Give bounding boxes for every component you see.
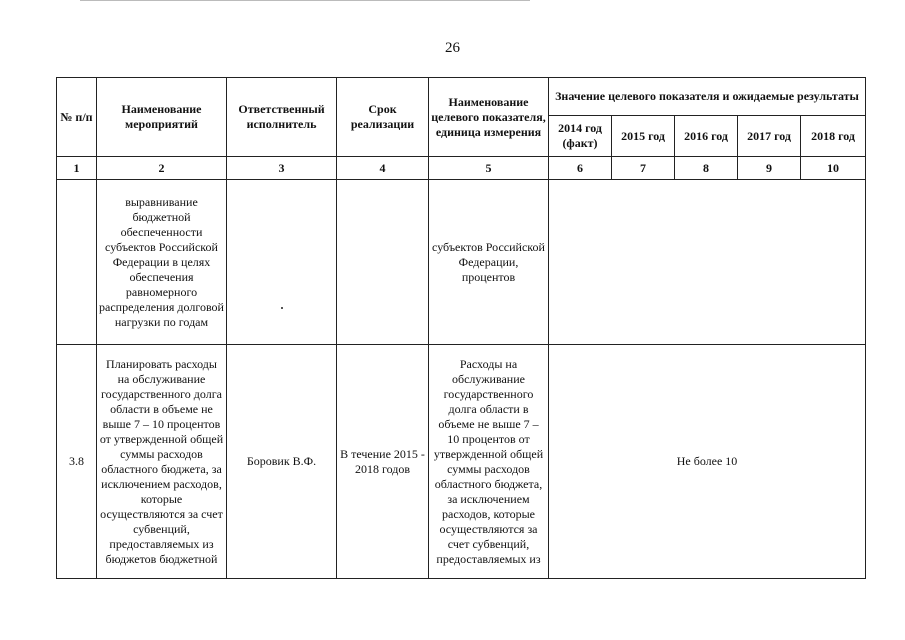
row-value [549, 180, 866, 345]
page-number: 26 [445, 40, 460, 56]
header-year-2014: 2014 год (факт) [549, 116, 612, 157]
top-edge-line [80, 0, 530, 1]
table-row [57, 345, 866, 579]
plan-table [56, 77, 866, 579]
header-year-2017: 2017 год [738, 116, 801, 157]
header-indicator: Наименование целевого показателя, единица измерения [429, 78, 549, 157]
column-number: 6 [549, 157, 612, 180]
column-number: 2 [97, 157, 227, 180]
row-activity: Планировать расходы на обслуживание государственного долга области в объеме не выше 7 – 10 процентов от утвержденной общей суммы расходов областного бюджета, за исключением расходов, которые осуществляются за счет субвенций, предоставляемых из бюджетов бюджетной [97, 345, 227, 579]
row-activity: выравнивание бюджетной обеспеченности субъектов Российской Федерации в целях обеспечения равномерного распределения долговой нагрузки по годам [97, 180, 227, 345]
column-number: 8 [675, 157, 738, 180]
row-executor: Боровик В.Ф. [227, 345, 337, 579]
row-indicator: Расходы на обслуживание государственного долга области в объеме не выше 7 – 10 процентов от утвержденной общей суммы расходов областного бюджета, за исключением расходов, которые осуществляются за счет субвенций, предоставляемых из [429, 345, 549, 579]
column-number: 3 [227, 157, 337, 180]
row-num: 3.8 [57, 345, 97, 579]
header-num: № п/п [57, 78, 97, 157]
row-term [337, 180, 429, 345]
row-executor [227, 180, 337, 345]
header-activity: Наименование мероприятий [97, 78, 227, 157]
header-year-2015: 2015 год [612, 116, 675, 157]
column-number: 10 [801, 157, 866, 180]
table-row [57, 180, 866, 345]
header-row-1 [57, 78, 866, 116]
row-indicator: субъектов Российской Федерации, процентов [429, 180, 549, 345]
column-number-row [57, 157, 866, 180]
header-executor: Ответственный исполнитель [227, 78, 337, 157]
column-number: 7 [612, 157, 675, 180]
row-value: Не более 10 [549, 345, 866, 579]
row-num [57, 180, 97, 345]
column-number: 9 [738, 157, 801, 180]
row-term: В течение 2015 - 2018 годов [337, 345, 429, 579]
column-number: 4 [337, 157, 429, 180]
header-term: Срок реализации [337, 78, 429, 157]
column-number: 5 [429, 157, 549, 180]
header-values-group: Значение целевого показателя и ожидаемые результаты [549, 78, 866, 116]
column-number: 1 [57, 157, 97, 180]
scan-speck [281, 307, 283, 309]
header-year-2018: 2018 год [801, 116, 866, 157]
header-year-2016: 2016 год [675, 116, 738, 157]
